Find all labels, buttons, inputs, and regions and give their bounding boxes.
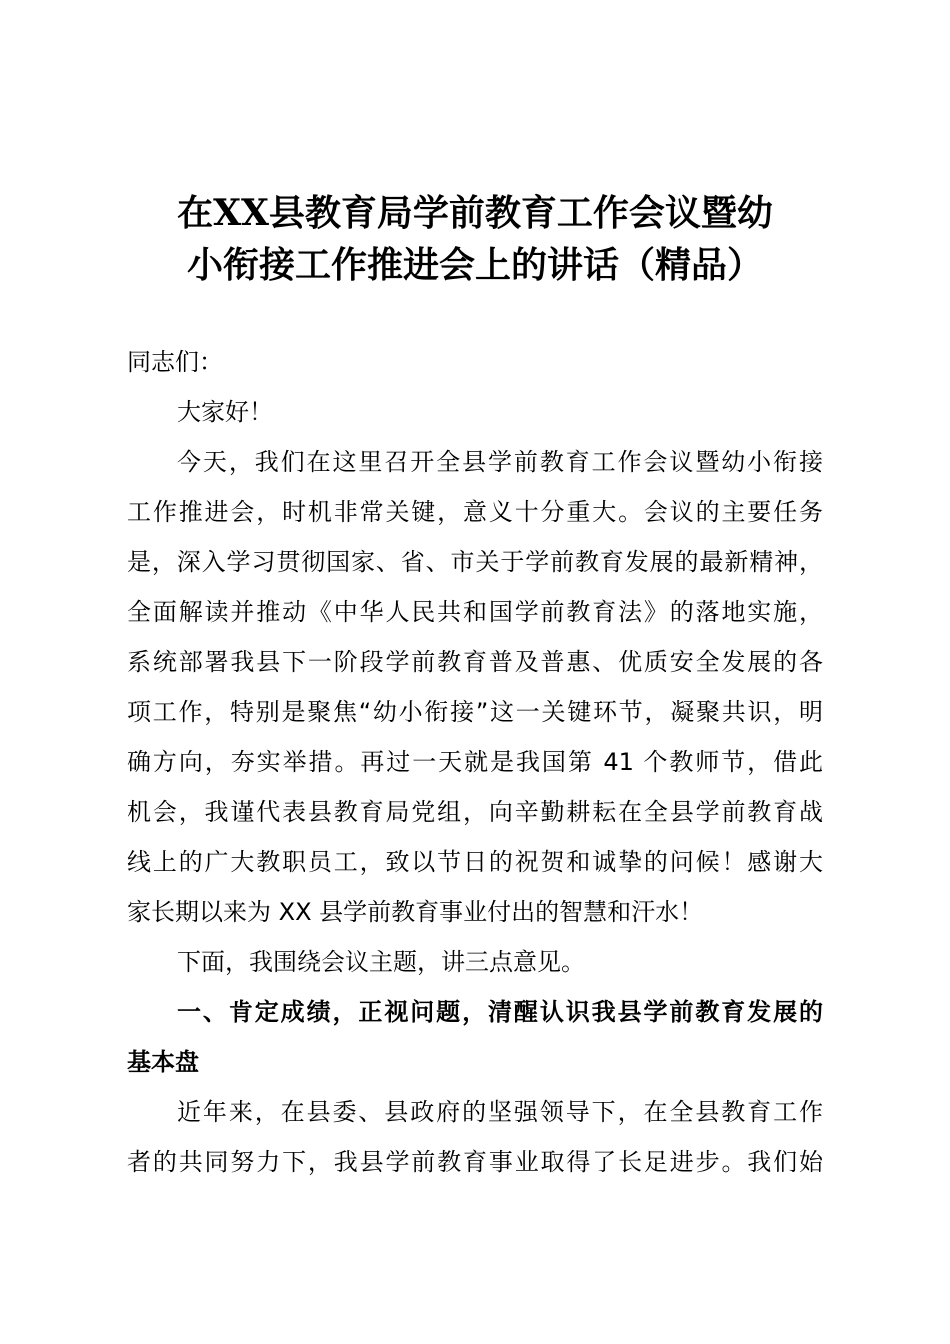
paragraph-line: 全面解读并推动《中华人民共和国学前教育法》的落地实施， — [127, 598, 823, 626]
paragraph-line: 者的共同努力下，我县学前教育事业取得了长足进步。我们始 — [127, 1148, 823, 1176]
greeting: 大家好！ — [177, 398, 273, 426]
paragraph-outline: 下面，我围绕会议主题，讲三点意见。 — [177, 948, 585, 976]
paragraph-line: 系统部署我县下一阶段学前教育普及普惠、优质安全发展的各 — [127, 648, 823, 676]
paragraph-line: 是，深入学习贯彻国家、省、市关于学前教育发展的最新精神， — [127, 548, 823, 576]
paragraph-line: 确方向，夯实举措。再过一天就是我国第 41 个教师节，借此 — [127, 748, 823, 776]
paragraph-line: 工作推进会，时机非常关键，意义十分重大。会议的主要任务 — [127, 498, 823, 526]
heading-line: 一、肯定成绩，正视问题，清醒认识我县学前教育发展的 — [177, 998, 823, 1026]
paragraph-line: 机会，我谨代表县教育局党组，向辛勤耕耘在全县学前教育战 — [127, 798, 823, 826]
paragraph-line: 线上的广大教职员工，致以节日的祝贺和诚挚的问候！感谢大 — [127, 848, 823, 876]
heading-line: 基本盘 — [127, 1048, 199, 1076]
paragraph-line: 近年来，在县委、县政府的坚强领导下，在全县教育工作 — [177, 1098, 823, 1126]
document-title-line-2: 小衔接工作推进会上的讲话（精品） — [186, 244, 763, 286]
salutation: 同志们： — [127, 348, 223, 376]
document-title-line-1: 在XX县教育局学前教育工作会议暨幼 — [177, 192, 773, 234]
paragraph-line: 今天，我们在这里召开全县学前教育工作会议暨幼小衔接 — [177, 448, 823, 476]
paragraph-line: 项工作，特别是聚焦“幼小衔接”这一关键环节，凝聚共识，明 — [127, 698, 823, 726]
paragraph-line: 家长期以来为 XX 县学前教育事业付出的智慧和汗水！ — [127, 898, 704, 926]
